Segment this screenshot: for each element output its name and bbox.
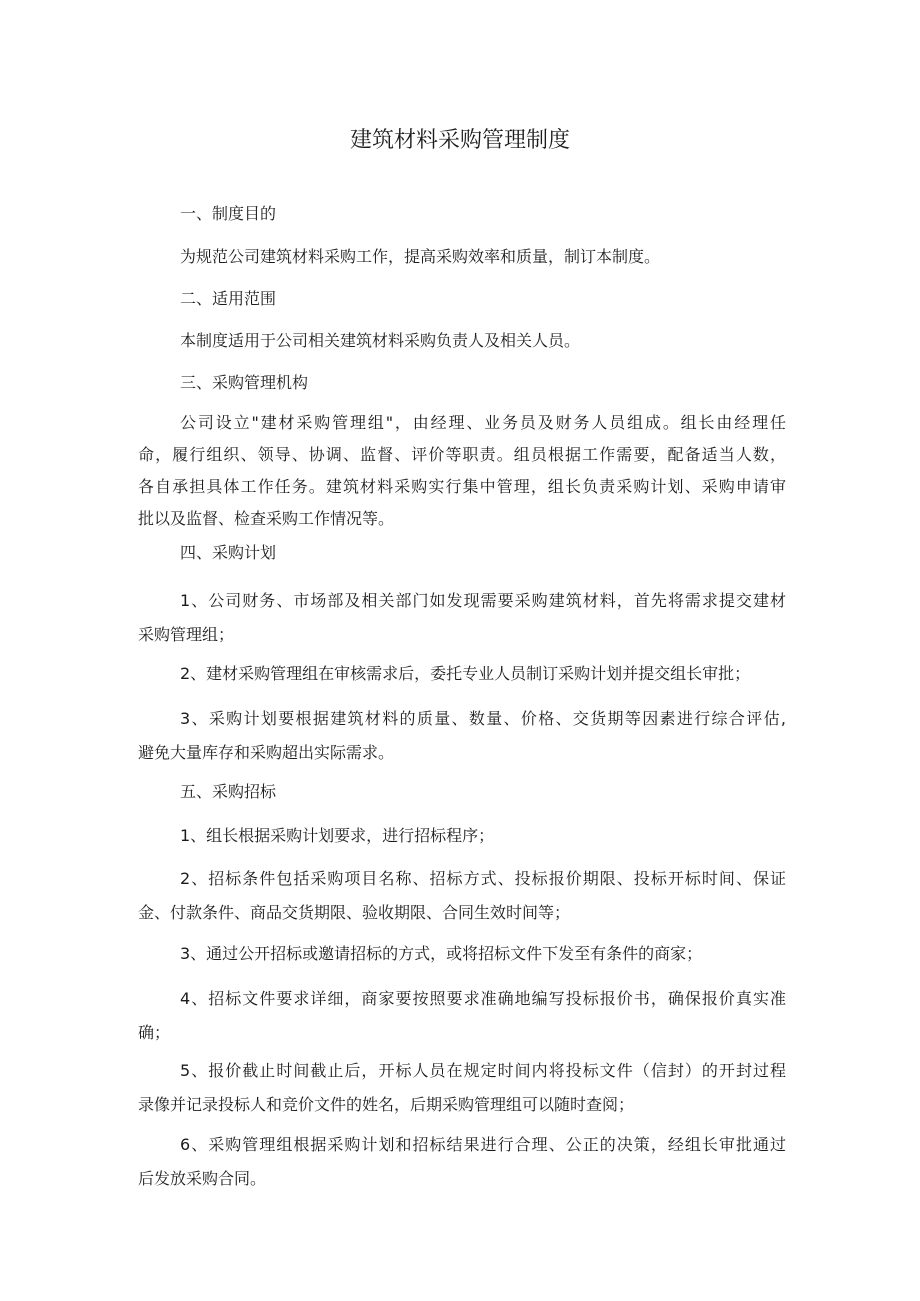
- paragraph-bidding-5: [138, 1054, 786, 1122]
- paragraph-line: 公司设立"建材采购管理组"，由经理、业务员及财务人员组成。组长由经理任: [180, 413, 786, 432]
- section-heading-scope: 二、适用范围: [180, 289, 277, 308]
- paragraph-bidding-3: 3、通过公开招标或邀请招标的方式，或将招标文件下发至有条件的商家；: [180, 944, 703, 963]
- paragraph-line: 3、采购计划要根据建筑材料的质量、数量、价格、交货期等因素进行综合评估,: [180, 709, 786, 728]
- paragraph-line: 录像并记录投标人和竞价文件的姓名，后期采购管理组可以随时查阅；: [138, 1095, 635, 1114]
- document-title: 建筑材料采购管理制度: [349, 128, 570, 153]
- paragraph-line: 各自承担具体工作任务。建筑材料采购实行集中管理，组长负责采购计划、采购申请审: [138, 477, 786, 496]
- paragraph-line: 金、付款条件、商品交货期限、验收期限、合同生效时间等；: [138, 903, 571, 922]
- section-heading-bidding: 五、采购招标: [180, 782, 277, 801]
- paragraph-line: 2、招标条件包括采购项目名称、招标方式、投标报价期限、投标开标时间、保证: [180, 869, 786, 888]
- paragraph-line: 确；: [138, 1023, 171, 1042]
- paragraph-plan-3: [138, 702, 786, 770]
- section-heading-organization: 三、采购管理机构: [180, 373, 309, 392]
- paragraph-bidding-1: 1、组长根据采购计划要求，进行招标程序；: [180, 826, 495, 845]
- paragraph-bidding-2: [138, 862, 786, 930]
- paragraph-line: 6、采购管理组根据采购计划和招标结果进行合理、公正的决策，经组长审批通过: [180, 1135, 786, 1154]
- paragraph-plan-1: [138, 584, 786, 652]
- paragraph-line: 5、报价截止时间截止后，开标人员在规定时间内将投标文件（信封）的开封过程: [180, 1061, 786, 1080]
- paragraph-line: 避免大量库存和采购超出实际需求。: [138, 743, 395, 762]
- paragraph-scope: 本制度适用于公司相关建筑材料采购负责人及相关人员。: [180, 331, 581, 350]
- paragraph-line: 采购管理组；: [138, 625, 235, 644]
- paragraph-bidding-6: [138, 1128, 786, 1196]
- paragraph-line: 4、招标文件要求详细，商家要按照要求准确地编写投标报价书，确保报价真实准: [180, 989, 786, 1008]
- paragraph-line: 后发放采购合同。: [138, 1169, 267, 1188]
- paragraph-purpose: 为规范公司建筑材料采购工作，提高采购效率和质量，制订本制度。: [180, 247, 661, 266]
- paragraph-organization: [138, 406, 786, 534]
- section-heading-purpose: 一、制度目的: [180, 204, 277, 223]
- paragraph-line: 1、公司财务、市场部及相关部门如发现需要采购建筑材料，首先将需求提交建材: [180, 591, 786, 610]
- paragraph-plan-2: 2、建材采购管理组在审核需求后，委托专业人员制订采购计划并提交组长审批；: [180, 664, 751, 683]
- paragraph-line: 命，履行组织、领导、协调、监督、评价等职责。组员根据工作需要，配备适当人数，: [138, 445, 786, 464]
- paragraph-line: 批以及监督、检查采购工作情况等。: [138, 509, 395, 528]
- paragraph-bidding-4: [138, 982, 786, 1050]
- section-heading-plan: 四、采购计划: [180, 543, 277, 562]
